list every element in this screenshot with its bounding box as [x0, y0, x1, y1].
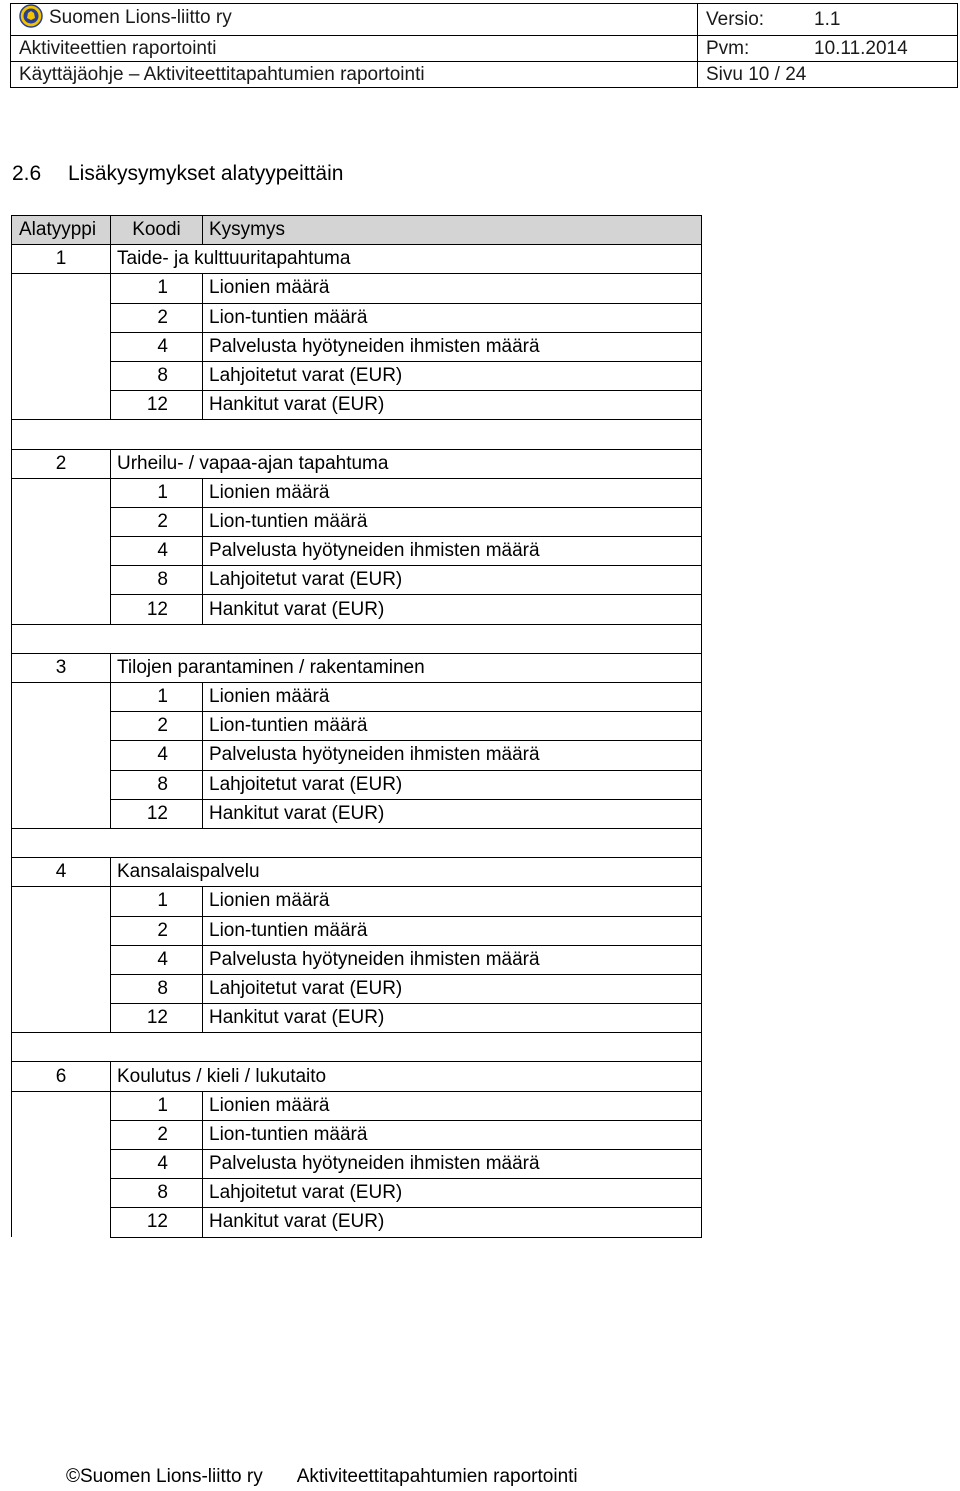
page-footer — [66, 1466, 578, 1488]
group-spacer-row — [12, 420, 702, 449]
group-number: 2 — [12, 449, 111, 478]
question-text: Palvelusta hyötyneiden ihmisten määrä — [203, 1150, 702, 1179]
group-spacer-row — [12, 1033, 702, 1062]
group-row — [12, 245, 702, 274]
question-code: 4 — [111, 537, 203, 566]
group-row — [12, 1062, 702, 1091]
table-row — [12, 332, 702, 361]
empty-cell — [12, 712, 111, 741]
empty-cell — [12, 1179, 111, 1208]
question-text: Hankitut varat (EUR) — [203, 1004, 702, 1033]
footer-title: Aktiviteettitapahtumien raportointi — [296, 1466, 578, 1487]
group-number: 4 — [12, 858, 111, 887]
question-code: 1 — [111, 478, 203, 507]
question-text: Palvelusta hyötyneiden ihmisten määrä — [203, 945, 702, 974]
spacer-cell — [203, 828, 702, 857]
question-code: 2 — [111, 1120, 203, 1149]
empty-cell — [12, 537, 111, 566]
question-text: Lion-tuntien määrä — [203, 507, 702, 536]
question-text: Lionien määrä — [203, 683, 702, 712]
question-code: 12 — [111, 1004, 203, 1033]
table-row — [12, 683, 702, 712]
question-text: Lion-tuntien määrä — [203, 712, 702, 741]
question-text: Palvelusta hyötyneiden ihmisten määrä — [203, 537, 702, 566]
question-text: Lion-tuntien määrä — [203, 303, 702, 332]
question-code: 1 — [111, 1091, 203, 1120]
spacer-cell — [203, 420, 702, 449]
question-code: 12 — [111, 595, 203, 624]
empty-cell — [12, 1208, 111, 1237]
table-header-row — [12, 216, 702, 245]
empty-cell — [12, 391, 111, 420]
question-code: 2 — [111, 712, 203, 741]
table-row — [12, 478, 702, 507]
question-text: Lahjoitetut varat (EUR) — [203, 770, 702, 799]
header-org: Suomen Lions-liitto ry — [49, 7, 232, 28]
question-code: 4 — [111, 741, 203, 770]
table-row — [12, 770, 702, 799]
header-date-value: 10.11.2014 — [806, 36, 958, 62]
empty-cell — [12, 1120, 111, 1149]
spacer-cell — [111, 624, 203, 653]
empty-cell — [12, 332, 111, 361]
question-code: 4 — [111, 945, 203, 974]
header-page-number: Sivu 10 / 24 — [698, 62, 958, 88]
question-text: Hankitut varat (EUR) — [203, 595, 702, 624]
group-row — [12, 653, 702, 682]
empty-cell — [12, 1150, 111, 1179]
spacer-cell — [111, 1033, 203, 1062]
spacer-cell — [12, 1033, 111, 1062]
spacer-cell — [203, 1033, 702, 1062]
lions-logo-icon — [19, 4, 43, 35]
question-code: 12 — [111, 391, 203, 420]
group-name: Tilojen parantaminen / rakentaminen — [111, 653, 702, 682]
empty-cell — [12, 478, 111, 507]
question-text: Lionien määrä — [203, 274, 702, 303]
table-row — [12, 274, 702, 303]
table-row — [12, 945, 702, 974]
question-text: Hankitut varat (EUR) — [203, 1208, 702, 1237]
table-row — [12, 799, 702, 828]
group-spacer-row — [12, 828, 702, 857]
question-text: Lahjoitetut varat (EUR) — [203, 974, 702, 1003]
empty-cell — [12, 361, 111, 390]
empty-cell — [12, 274, 111, 303]
empty-cell — [12, 566, 111, 595]
question-text: Hankitut varat (EUR) — [203, 391, 702, 420]
question-code: 2 — [111, 303, 203, 332]
empty-cell — [12, 741, 111, 770]
empty-cell — [12, 303, 111, 332]
table-row — [12, 1208, 702, 1237]
column-header-alatyyppi: Alatyyppi — [12, 216, 111, 245]
spacer-cell — [111, 828, 203, 857]
question-code: 8 — [111, 1179, 203, 1208]
table-row — [12, 537, 702, 566]
footer-copyright: ©Suomen Lions-liitto ry — [66, 1466, 263, 1487]
group-row — [12, 858, 702, 887]
header-version-label: Versio: — [698, 4, 807, 36]
question-code: 1 — [111, 683, 203, 712]
question-text: Lion-tuntien määrä — [203, 1120, 702, 1149]
table-row — [12, 507, 702, 536]
section-number: 2.6 — [12, 162, 42, 185]
question-code: 1 — [111, 274, 203, 303]
empty-cell — [12, 683, 111, 712]
spacer-cell — [12, 828, 111, 857]
empty-cell — [12, 974, 111, 1003]
question-code: 12 — [111, 1208, 203, 1237]
group-name: Urheilu- / vapaa-ajan tapahtuma — [111, 449, 702, 478]
table-row — [12, 361, 702, 390]
section-title: Lisäkysymykset alatyypeittäin — [68, 162, 344, 185]
question-text: Lion-tuntien määrä — [203, 916, 702, 945]
question-text: Lionien määrä — [203, 1091, 702, 1120]
questions-table — [11, 215, 702, 1238]
group-name: Kansalaispalvelu — [111, 858, 702, 887]
question-text: Palvelusta hyötyneiden ihmisten määrä — [203, 741, 702, 770]
empty-cell — [12, 799, 111, 828]
column-header-kysymys: Kysymys — [203, 216, 702, 245]
header-doc-subtitle: Käyttäjäohje – Aktiviteettitapahtumien raportointi — [11, 62, 698, 88]
question-code: 8 — [111, 361, 203, 390]
spacer-cell — [12, 624, 111, 653]
empty-cell — [12, 887, 111, 916]
question-text: Lionien määrä — [203, 887, 702, 916]
header-date-label: Pvm: — [698, 36, 807, 62]
group-number: 6 — [12, 1062, 111, 1091]
question-text: Lionien määrä — [203, 478, 702, 507]
spacer-cell — [111, 420, 203, 449]
empty-cell — [12, 1091, 111, 1120]
question-text: Lahjoitetut varat (EUR) — [203, 566, 702, 595]
header-org-cell — [11, 4, 698, 36]
table-row — [12, 974, 702, 1003]
document-header — [10, 3, 958, 88]
table-row — [12, 1091, 702, 1120]
column-header-koodi: Koodi — [111, 216, 203, 245]
section-heading — [12, 162, 343, 186]
table-row — [12, 1004, 702, 1033]
empty-cell — [12, 507, 111, 536]
table-row — [12, 887, 702, 916]
question-code: 4 — [111, 332, 203, 361]
table-row — [12, 741, 702, 770]
group-number: 3 — [12, 653, 111, 682]
question-code: 12 — [111, 799, 203, 828]
question-code: 1 — [111, 887, 203, 916]
table-row — [12, 1179, 702, 1208]
group-number: 1 — [12, 245, 111, 274]
table-row — [12, 566, 702, 595]
empty-cell — [12, 595, 111, 624]
empty-cell — [12, 945, 111, 974]
table-row — [12, 595, 702, 624]
question-text: Lahjoitetut varat (EUR) — [203, 361, 702, 390]
question-text: Lahjoitetut varat (EUR) — [203, 1179, 702, 1208]
group-name: Taide- ja kulttuuritapahtuma — [111, 245, 702, 274]
question-code: 2 — [111, 916, 203, 945]
table-row — [12, 1120, 702, 1149]
group-spacer-row — [12, 624, 702, 653]
spacer-cell — [203, 624, 702, 653]
table-row — [12, 916, 702, 945]
table-row — [12, 712, 702, 741]
empty-cell — [12, 1004, 111, 1033]
question-text: Palvelusta hyötyneiden ihmisten määrä — [203, 332, 702, 361]
group-row — [12, 449, 702, 478]
question-code: 8 — [111, 566, 203, 595]
empty-cell — [12, 916, 111, 945]
table-row — [12, 1150, 702, 1179]
question-code: 8 — [111, 974, 203, 1003]
question-code: 2 — [111, 507, 203, 536]
questions-table-body — [12, 245, 702, 1237]
header-doc-title: Aktiviteettien raportointi — [11, 36, 698, 62]
question-code: 8 — [111, 770, 203, 799]
group-name: Koulutus / kieli / lukutaito — [111, 1062, 702, 1091]
spacer-cell — [12, 420, 111, 449]
empty-cell — [12, 770, 111, 799]
table-row — [12, 391, 702, 420]
question-text: Hankitut varat (EUR) — [203, 799, 702, 828]
question-code: 4 — [111, 1150, 203, 1179]
header-version-value: 1.1 — [806, 4, 958, 36]
table-row — [12, 303, 702, 332]
